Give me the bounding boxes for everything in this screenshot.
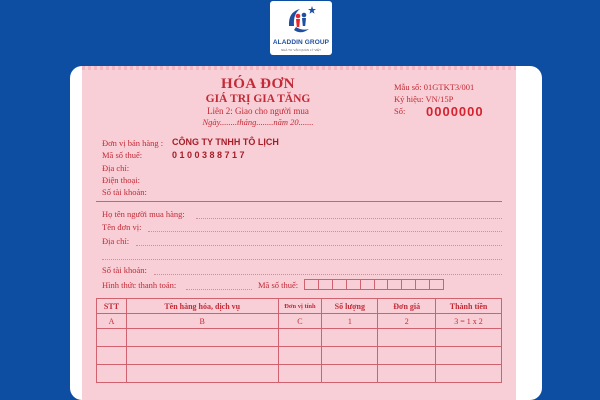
tax-box (387, 279, 401, 290)
buyer-unit-label: Tên đơn vị: (102, 222, 142, 232)
payment-method-line (186, 289, 252, 290)
table-cell (278, 347, 322, 365)
table-cell (378, 347, 436, 365)
table-cell (322, 347, 378, 365)
seller-phone-label: Điện thoại: (102, 175, 141, 185)
invoice-symbol: Ký hiệu: VN/15P (394, 94, 454, 104)
table-cell (322, 365, 378, 383)
tax-box (401, 279, 415, 290)
table-cell (97, 347, 127, 365)
seller-tax-value: 0100388717 (172, 150, 248, 160)
brand-name: ALADDIN GROUP (272, 39, 330, 46)
table-cell (322, 329, 378, 347)
brand-tagline: NHÀ TƯ VẤN QUẢN LÝ VIỆT (280, 48, 321, 52)
buyer-name-line (196, 218, 502, 219)
table-cell: 2 (378, 314, 436, 329)
payment-method-label: Hình thức thanh toán: (102, 280, 177, 290)
table-header-row (97, 299, 502, 314)
tax-box (304, 279, 318, 290)
col-header-price: Đơn giá (378, 299, 436, 314)
items-table (96, 298, 502, 383)
table-cell (436, 347, 502, 365)
invoice-subtitle: GIÁ TRỊ GIA TĂNG (205, 93, 311, 105)
table-cell (436, 329, 502, 347)
table-cell (97, 365, 127, 383)
col-header-stt: STT (97, 299, 127, 314)
seller-unit-label: Đơn vị bán hàng : (102, 138, 164, 148)
col-header-unit: Đơn vị tính (278, 299, 322, 314)
seller-unit-value: CÔNG TY TNHH TÔ LỊCH (172, 137, 279, 147)
buyer-account-label: Số tài khoản: (102, 265, 147, 275)
tax-box (415, 279, 429, 290)
table-cell (278, 329, 322, 347)
table-cell (436, 365, 502, 383)
buyer-account-line (154, 274, 502, 275)
serial-number: 0000000 (426, 104, 484, 119)
buyer-tax-label: Mã số thuế: (258, 280, 299, 290)
table-cell: B (126, 314, 278, 329)
table-cell: C (278, 314, 322, 329)
buyer-name-label: Họ tên người mua hàng: (102, 209, 185, 219)
buyer-address-line (136, 245, 502, 246)
tax-box (346, 279, 360, 290)
table-cell: 1 (322, 314, 378, 329)
table-cell (126, 329, 278, 347)
col-header-qty: Số lượng (322, 299, 378, 314)
table-row (97, 347, 502, 365)
buyer-tax-boxes (304, 279, 444, 290)
tax-box (332, 279, 346, 290)
table-cell (126, 365, 278, 383)
copy-note: Liên 2: Giao cho người mua (207, 106, 309, 116)
table-row (97, 329, 502, 347)
buyer-address-line-2 (102, 259, 502, 260)
seller-address-label: Địa chỉ: (102, 163, 130, 173)
seller-tax-label: Mã số thuế: (102, 150, 143, 160)
table-cell (97, 329, 127, 347)
table-cell: A (97, 314, 127, 329)
tax-box (374, 279, 388, 290)
aladdin-logo-icon (284, 4, 318, 38)
section-divider (96, 201, 502, 202)
buyer-address-label: Địa chỉ: (102, 236, 130, 246)
serial-label: Số: (394, 106, 406, 116)
tax-box (360, 279, 374, 290)
table-cell (278, 365, 322, 383)
invoice-sheet (82, 66, 516, 400)
col-header-name: Tên hàng hóa, dịch vụ (126, 299, 278, 314)
paper-perforation (82, 66, 516, 70)
tax-box (429, 279, 444, 290)
table-cell (378, 329, 436, 347)
table-row (97, 365, 502, 383)
date-line: Ngày........tháng........năm 20....... (202, 117, 314, 127)
table-cell (126, 347, 278, 365)
table-cell (378, 365, 436, 383)
logo-card (270, 1, 332, 55)
seller-account-label: Số tài khoản: (102, 187, 147, 197)
tax-box (318, 279, 332, 290)
table-cell: 3 = 1 x 2 (436, 314, 502, 329)
form-number: Mẫu số: 01GTKT3/001 (394, 82, 475, 92)
buyer-unit-line (148, 231, 502, 232)
col-header-amount: Thành tiền (436, 299, 502, 314)
table-row (97, 314, 502, 329)
invoice-title: HÓA ĐƠN (221, 76, 295, 92)
